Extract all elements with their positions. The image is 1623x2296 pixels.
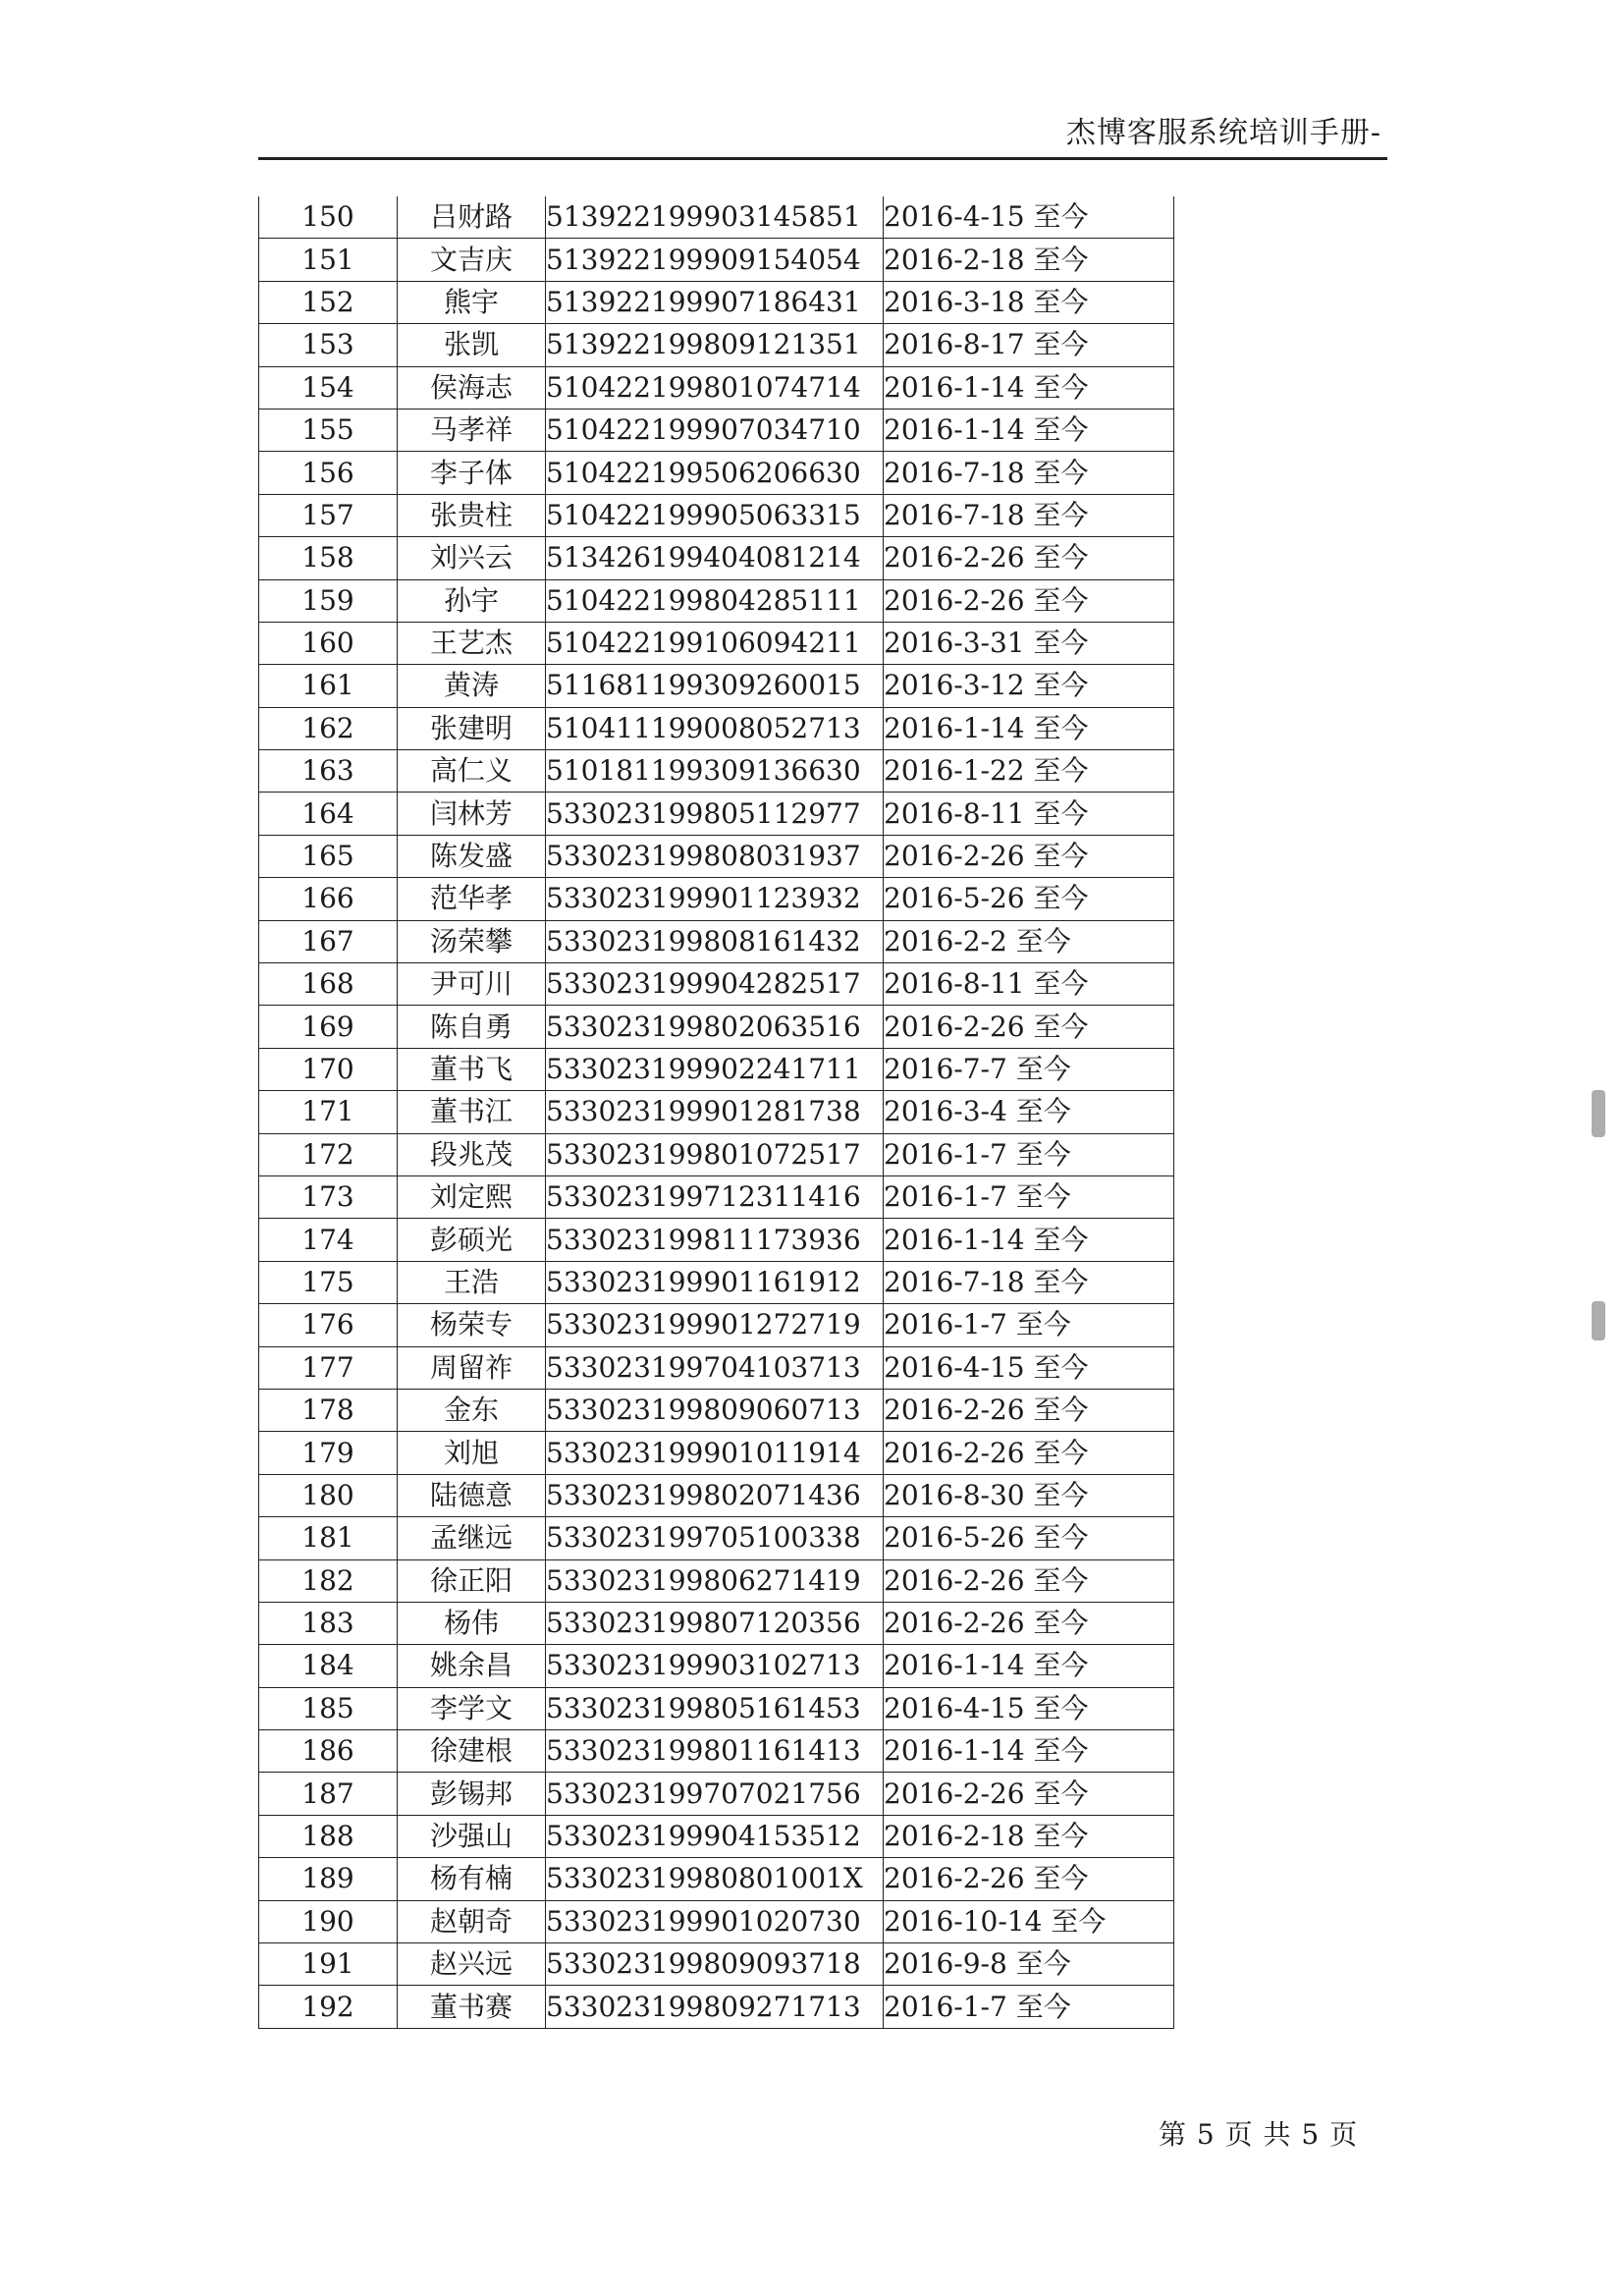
- table-row: [259, 366, 1174, 409]
- cell-index: 178: [259, 1389, 398, 1431]
- table-row: [259, 963, 1174, 1006]
- cell-name: 孙宇: [398, 579, 546, 622]
- table-row: [259, 239, 1174, 281]
- cell-index: 174: [259, 1219, 398, 1261]
- cell-date: 2016-3-12 至今: [884, 665, 1174, 707]
- table-row: [259, 1687, 1174, 1729]
- cell-name: 沙强山: [398, 1815, 546, 1857]
- table-row: [259, 409, 1174, 451]
- cell-id-number: 533023199809060713: [546, 1389, 884, 1431]
- table-row: [259, 793, 1174, 835]
- cell-name: 陆德意: [398, 1474, 546, 1516]
- table-row: [259, 537, 1174, 579]
- table-row: [259, 1432, 1174, 1474]
- cell-index: 176: [259, 1304, 398, 1346]
- cell-date: 2016-1-7 至今: [884, 1133, 1174, 1175]
- cell-index: 181: [259, 1517, 398, 1559]
- cell-name: 董书江: [398, 1091, 546, 1133]
- table-row: [259, 1219, 1174, 1261]
- table-row: [259, 1986, 1174, 2028]
- cell-name: 吕财路: [398, 196, 546, 239]
- cell-index: 189: [259, 1858, 398, 1900]
- cell-id-number: 510411199008052713: [546, 707, 884, 749]
- table-row: [259, 1133, 1174, 1175]
- cell-id-number: 533023199805112977: [546, 793, 884, 835]
- table-row: [259, 579, 1174, 622]
- cell-id-number: 533023199903102713: [546, 1645, 884, 1687]
- cell-date: 2016-7-18 至今: [884, 1261, 1174, 1303]
- cell-date: 2016-1-14 至今: [884, 409, 1174, 451]
- cell-index: 165: [259, 835, 398, 877]
- header-title: 杰博客服系统培训手册-: [1065, 116, 1381, 150]
- cell-id-number: 533023199805161453: [546, 1687, 884, 1729]
- table-row: [259, 196, 1174, 239]
- cell-index: 192: [259, 1986, 398, 2028]
- cell-index: 153: [259, 324, 398, 366]
- cell-name: 汤荣攀: [398, 920, 546, 962]
- table-row: [259, 1943, 1174, 1986]
- cell-date: 2016-2-26 至今: [884, 1006, 1174, 1048]
- cell-date: 2016-8-11 至今: [884, 963, 1174, 1006]
- cell-id-number: 533023199801072517: [546, 1133, 884, 1175]
- cell-index: 155: [259, 409, 398, 451]
- cell-id-number: 533023199801161413: [546, 1730, 884, 1773]
- table-row: [259, 494, 1174, 536]
- cell-name: 杨荣专: [398, 1304, 546, 1346]
- cell-id-number: 511681199309260015: [546, 665, 884, 707]
- cell-id-number: 533023199901161912: [546, 1261, 884, 1303]
- cell-date: 2016-2-26 至今: [884, 835, 1174, 877]
- cell-name: 范华孝: [398, 878, 546, 920]
- table-row: [259, 324, 1174, 366]
- cell-id-number: 513922199907186431: [546, 281, 884, 323]
- cell-date: 2016-2-26 至今: [884, 1858, 1174, 1900]
- table-row: [259, 622, 1174, 664]
- cell-date: 2016-2-26 至今: [884, 537, 1174, 579]
- table-row: [259, 1815, 1174, 1857]
- table-row: [259, 665, 1174, 707]
- cell-id-number: 533023199901272719: [546, 1304, 884, 1346]
- cell-date: 2016-2-26 至今: [884, 1773, 1174, 1815]
- cell-name: 赵兴远: [398, 1943, 546, 1986]
- cell-index: 163: [259, 750, 398, 793]
- cell-name: 张建明: [398, 707, 546, 749]
- cell-index: 173: [259, 1175, 398, 1218]
- cell-date: 2016-2-18 至今: [884, 1815, 1174, 1857]
- cell-index: 180: [259, 1474, 398, 1516]
- cell-name: 李子体: [398, 452, 546, 494]
- cell-id-number: 533023199809093718: [546, 1943, 884, 1986]
- cell-date: 2016-7-18 至今: [884, 494, 1174, 536]
- cell-id-number: 53302319980801001X: [546, 1858, 884, 1900]
- table-row: [259, 1389, 1174, 1431]
- cell-name: 赵朝奇: [398, 1900, 546, 1942]
- cell-date: 2016-2-26 至今: [884, 1389, 1174, 1431]
- cell-index: 151: [259, 239, 398, 281]
- cell-index: 170: [259, 1048, 398, 1090]
- cell-index: 158: [259, 537, 398, 579]
- cell-date: 2016-9-8 至今: [884, 1943, 1174, 1986]
- cell-id-number: 533023199809271713: [546, 1986, 884, 2028]
- cell-index: 190: [259, 1900, 398, 1942]
- table-row: [259, 1900, 1174, 1942]
- table-row: [259, 1048, 1174, 1090]
- cell-date: 2016-1-22 至今: [884, 750, 1174, 793]
- cell-date: 2016-3-4 至今: [884, 1091, 1174, 1133]
- cell-date: 2016-1-7 至今: [884, 1304, 1174, 1346]
- cell-index: 160: [259, 622, 398, 664]
- cell-index: 182: [259, 1559, 398, 1602]
- table-row: [259, 1474, 1174, 1516]
- cell-index: 177: [259, 1346, 398, 1389]
- cell-name: 彭硕光: [398, 1219, 546, 1261]
- cell-name: 陈自勇: [398, 1006, 546, 1048]
- table-row: [259, 835, 1174, 877]
- cell-date: 2016-5-26 至今: [884, 1517, 1174, 1559]
- cell-name: 孟继远: [398, 1517, 546, 1559]
- cell-date: 2016-3-18 至今: [884, 281, 1174, 323]
- cell-name: 张凯: [398, 324, 546, 366]
- cell-id-number: 513922199903145851: [546, 196, 884, 239]
- cell-name: 董书赛: [398, 1986, 546, 2028]
- cell-index: 169: [259, 1006, 398, 1048]
- cell-id-number: 533023199811173936: [546, 1219, 884, 1261]
- cell-id-number: 513922199809121351: [546, 324, 884, 366]
- cell-name: 董书飞: [398, 1048, 546, 1090]
- cell-date: 2016-1-14 至今: [884, 366, 1174, 409]
- cell-index: 168: [259, 963, 398, 1006]
- cell-index: 171: [259, 1091, 398, 1133]
- table-row: [259, 1517, 1174, 1559]
- cell-id-number: 533023199808161432: [546, 920, 884, 962]
- cell-name: 侯海志: [398, 366, 546, 409]
- cell-id-number: 533023199904282517: [546, 963, 884, 1006]
- cell-index: 186: [259, 1730, 398, 1773]
- cell-date: 2016-3-31 至今: [884, 622, 1174, 664]
- scan-artifact-mark: [1592, 1090, 1605, 1137]
- cell-date: 2016-1-14 至今: [884, 1730, 1174, 1773]
- cell-index: 152: [259, 281, 398, 323]
- cell-name: 高仁义: [398, 750, 546, 793]
- cell-index: 166: [259, 878, 398, 920]
- page-number: 第 5 页 共 5 页: [1159, 2118, 1359, 2151]
- cell-name: 刘旭: [398, 1432, 546, 1474]
- cell-id-number: 533023199902241711: [546, 1048, 884, 1090]
- cell-date: 2016-4-15 至今: [884, 1346, 1174, 1389]
- cell-date: 2016-2-26 至今: [884, 579, 1174, 622]
- cell-date: 2016-1-14 至今: [884, 707, 1174, 749]
- cell-id-number: 510422199905063315: [546, 494, 884, 536]
- cell-name: 马孝祥: [398, 409, 546, 451]
- cell-date: 2016-1-14 至今: [884, 1645, 1174, 1687]
- cell-name: 张贵柱: [398, 494, 546, 536]
- cell-index: 167: [259, 920, 398, 962]
- cell-date: 2016-8-17 至今: [884, 324, 1174, 366]
- cell-name: 段兆茂: [398, 1133, 546, 1175]
- cell-name: 金东: [398, 1389, 546, 1431]
- cell-date: 2016-8-11 至今: [884, 793, 1174, 835]
- cell-date: 2016-4-15 至今: [884, 1687, 1174, 1729]
- cell-name: 周留祚: [398, 1346, 546, 1389]
- cell-name: 黄涛: [398, 665, 546, 707]
- cell-date: 2016-5-26 至今: [884, 878, 1174, 920]
- cell-id-number: 510422199801074714: [546, 366, 884, 409]
- cell-date: 2016-2-2 至今: [884, 920, 1174, 962]
- cell-index: 183: [259, 1602, 398, 1644]
- table-row: [259, 281, 1174, 323]
- table-row: [259, 1773, 1174, 1815]
- cell-id-number: 533023199712311416: [546, 1175, 884, 1218]
- table-row: [259, 750, 1174, 793]
- cell-index: 175: [259, 1261, 398, 1303]
- cell-id-number: 533023199901123932: [546, 878, 884, 920]
- table-row: [259, 1602, 1174, 1644]
- cell-name: 杨伟: [398, 1602, 546, 1644]
- cell-name: 徐建根: [398, 1730, 546, 1773]
- cell-id-number: 533023199808031937: [546, 835, 884, 877]
- cell-id-number: 533023199705100338: [546, 1517, 884, 1559]
- table-row: [259, 452, 1174, 494]
- cell-index: 172: [259, 1133, 398, 1175]
- table-row: [259, 1645, 1174, 1687]
- cell-name: 尹可川: [398, 963, 546, 1006]
- cell-index: 187: [259, 1773, 398, 1815]
- cell-date: 2016-10-14 至今: [884, 1900, 1174, 1942]
- cell-id-number: 533023199901281738: [546, 1091, 884, 1133]
- cell-name: 杨有楠: [398, 1858, 546, 1900]
- cell-date: 2016-7-18 至今: [884, 452, 1174, 494]
- scan-artifact-mark: [1592, 1301, 1605, 1340]
- cell-index: 150: [259, 196, 398, 239]
- cell-name: 彭锡邦: [398, 1773, 546, 1815]
- page-header: [258, 110, 1387, 160]
- cell-id-number: 533023199802071436: [546, 1474, 884, 1516]
- cell-name: 熊宇: [398, 281, 546, 323]
- cell-date: 2016-2-18 至今: [884, 239, 1174, 281]
- cell-id-number: 510422199804285111: [546, 579, 884, 622]
- cell-date: 2016-2-26 至今: [884, 1432, 1174, 1474]
- cell-id-number: 510181199309136630: [546, 750, 884, 793]
- cell-date: 2016-2-26 至今: [884, 1559, 1174, 1602]
- table-row: [259, 1346, 1174, 1389]
- cell-name: 徐正阳: [398, 1559, 546, 1602]
- table-row: [259, 1175, 1174, 1218]
- cell-name: 王艺杰: [398, 622, 546, 664]
- cell-id-number: 510422199106094211: [546, 622, 884, 664]
- cell-index: 164: [259, 793, 398, 835]
- cell-index: 191: [259, 1943, 398, 1986]
- cell-index: 156: [259, 452, 398, 494]
- roster-table-body: [259, 196, 1174, 2028]
- table-row: [259, 1091, 1174, 1133]
- cell-index: 179: [259, 1432, 398, 1474]
- cell-date: 2016-1-7 至今: [884, 1986, 1174, 2028]
- cell-name: 刘兴云: [398, 537, 546, 579]
- cell-date: 2016-2-26 至今: [884, 1602, 1174, 1644]
- table-row: [259, 1006, 1174, 1048]
- cell-name: 陈发盛: [398, 835, 546, 877]
- cell-index: 188: [259, 1815, 398, 1857]
- cell-name: 刘定熙: [398, 1175, 546, 1218]
- cell-index: 157: [259, 494, 398, 536]
- cell-id-number: 533023199807120356: [546, 1602, 884, 1644]
- cell-name: 李学文: [398, 1687, 546, 1729]
- cell-id-number: 533023199901011914: [546, 1432, 884, 1474]
- roster-table: [258, 196, 1174, 2029]
- table-row: [259, 878, 1174, 920]
- cell-index: 162: [259, 707, 398, 749]
- cell-date: 2016-1-7 至今: [884, 1175, 1174, 1218]
- table-row: [259, 920, 1174, 962]
- cell-id-number: 510422199506206630: [546, 452, 884, 494]
- cell-id-number: 510422199907034710: [546, 409, 884, 451]
- cell-index: 184: [259, 1645, 398, 1687]
- table-row: [259, 1730, 1174, 1773]
- cell-name: 姚余昌: [398, 1645, 546, 1687]
- cell-name: 闫林芳: [398, 793, 546, 835]
- cell-id-number: 533023199901020730: [546, 1900, 884, 1942]
- cell-id-number: 533023199707021756: [546, 1773, 884, 1815]
- cell-date: 2016-7-7 至今: [884, 1048, 1174, 1090]
- table-row: [259, 1559, 1174, 1602]
- cell-date: 2016-4-15 至今: [884, 196, 1174, 239]
- table-row: [259, 707, 1174, 749]
- cell-name: 王浩: [398, 1261, 546, 1303]
- cell-id-number: 533023199904153512: [546, 1815, 884, 1857]
- cell-index: 159: [259, 579, 398, 622]
- cell-id-number: 533023199802063516: [546, 1006, 884, 1048]
- table-row: [259, 1858, 1174, 1900]
- cell-id-number: 513426199404081214: [546, 537, 884, 579]
- cell-index: 154: [259, 366, 398, 409]
- cell-id-number: 533023199806271419: [546, 1559, 884, 1602]
- cell-index: 161: [259, 665, 398, 707]
- table-row: [259, 1304, 1174, 1346]
- cell-date: 2016-8-30 至今: [884, 1474, 1174, 1516]
- table-row: [259, 1261, 1174, 1303]
- cell-id-number: 513922199909154054: [546, 239, 884, 281]
- cell-index: 185: [259, 1687, 398, 1729]
- cell-id-number: 533023199704103713: [546, 1346, 884, 1389]
- cell-name: 文吉庆: [398, 239, 546, 281]
- cell-date: 2016-1-14 至今: [884, 1219, 1174, 1261]
